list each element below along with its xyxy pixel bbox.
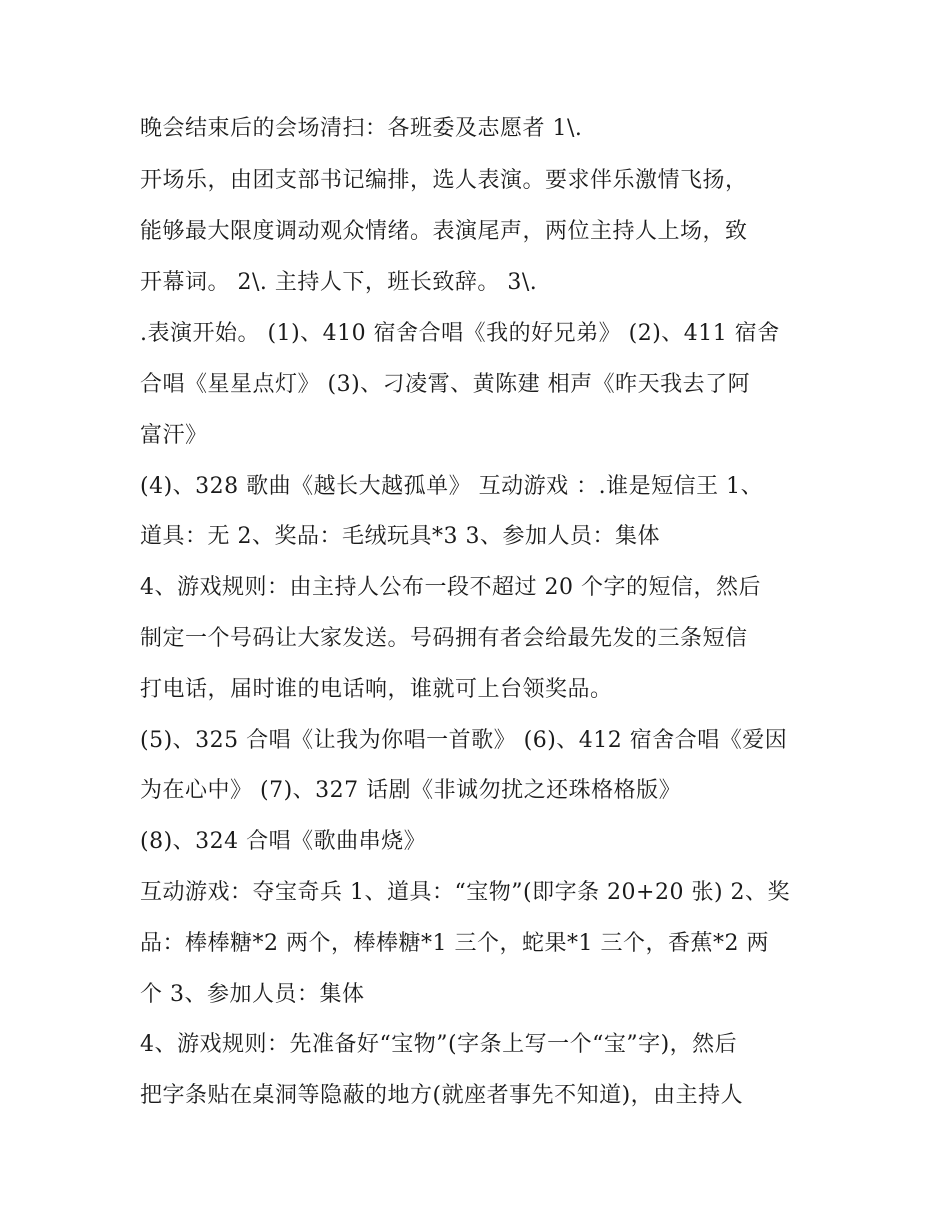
text-line: 能够最大限度调动观众情绪。表演尾声，两位主持人上场，致 [140,219,748,244]
text-line: 富汗》 [140,423,208,448]
text-line: 把字条贴在桌洞等隐蔽的地方(就座者事先不知道)，由主持人 [140,1083,744,1108]
text-line: 互动游戏：夺宝奇兵 1、道具：“宝物”(即字条 20+20 张) 2、奖 [140,880,791,905]
text-line: 道具：无 2、奖品：毛绒玩具*3 3、参加人员：集体 [140,524,660,549]
text-line: 晚会结束后的会场清扫：各班委及志愿者 1\. [140,116,583,141]
text-line: 4、游戏规则：先准备好“宝物”(字条上写一个“宝”字)，然后 [140,1032,738,1057]
text-line: (5)、325 合唱《让我为你唱一首歌》 (6)、412 宿舍合唱《爱因 [140,728,788,753]
text-line: 开场乐，由团支部书记编排，选人表演。要求伴乐激情飞扬， [140,168,748,193]
text-line: 4、游戏规则：由主持人公布一段不超过 20 个字的短信，然后 [140,575,761,600]
text-line: 制定一个号码让大家发送。号码拥有者会给最先发的三条短信 [140,626,748,651]
text-line: 合唱《星星点灯》 (3)、刁凌霄、黄陈建 相声《昨天我去了阿 [140,372,751,397]
text-line: 个 3、参加人员：集体 [140,982,365,1007]
text-line: (8)、324 合唱《歌曲串烧》 [140,829,427,854]
text-line: 为在心中》 (7)、327 话剧《非诚勿扰之还珠格格版》 [140,778,682,803]
text-line: 打电话，届时谁的电话响，谁就可上台领奖品。 [140,677,613,702]
text-line: 开幕词。 2\. 主持人下，班长致辞。 3\. [140,270,538,295]
text-line: 品：棒棒糖*2 两个，棒棒糖*1 三个，蛇果*1 三个，香蕉*2 两 [140,931,769,956]
text-line: (4)、328 歌曲《越长大越孤单》 互动游戏 ：.谁是短信王 1、 [140,474,764,499]
text-line: .表演开始。 (1)、410 宿舍合唱《我的好兄弟》 (2)、411 宿舍 [140,321,780,346]
